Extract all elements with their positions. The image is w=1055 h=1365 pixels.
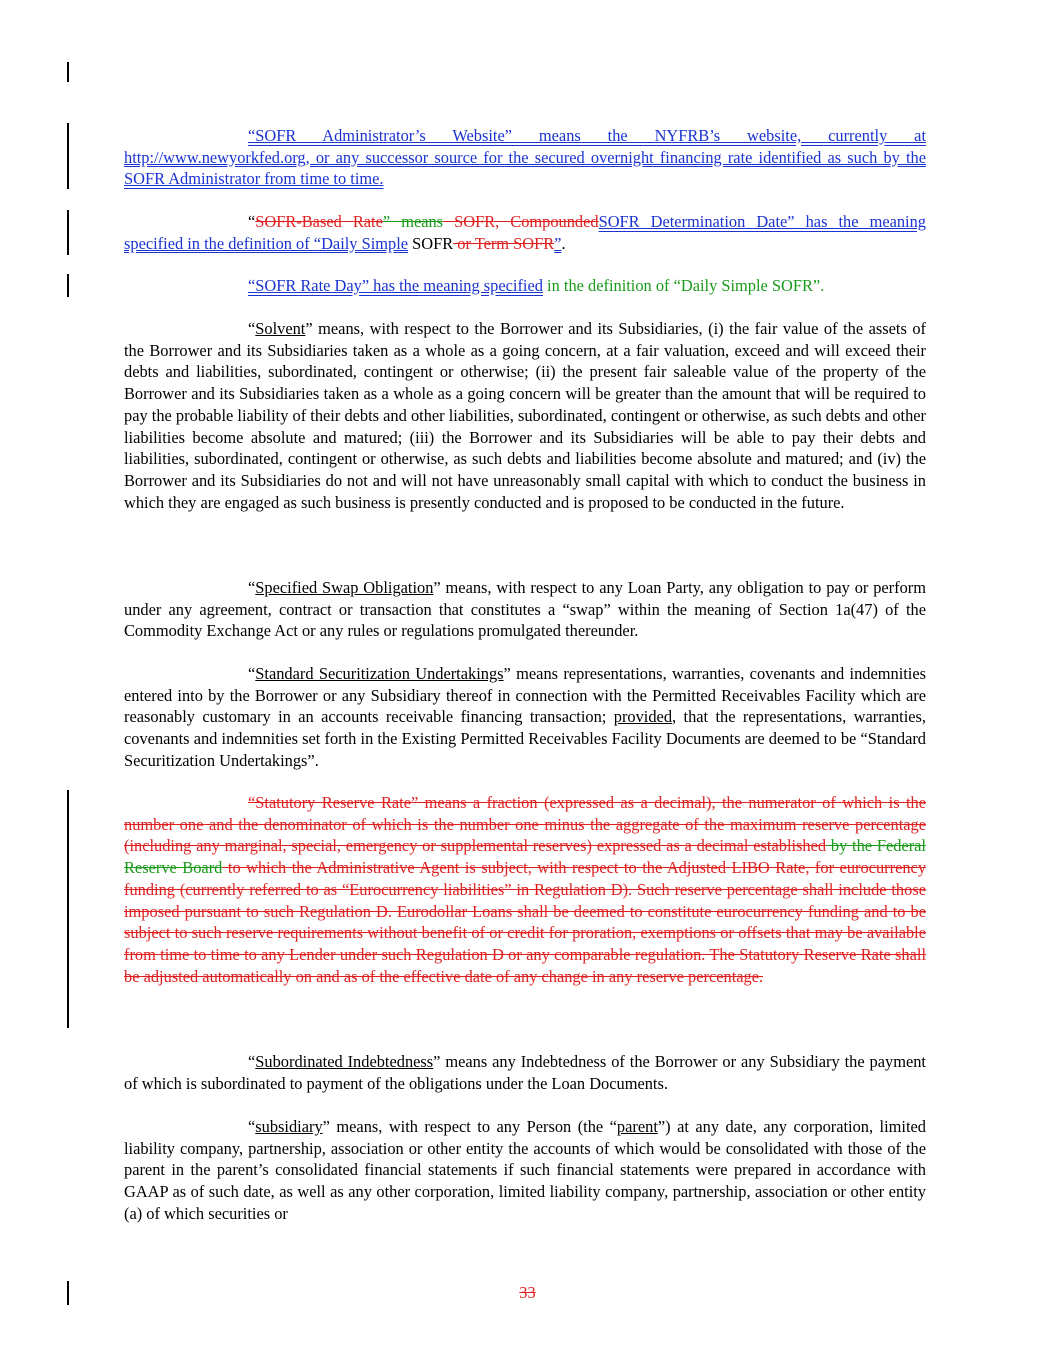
defined-term: subsidiary: [255, 1117, 323, 1136]
definition-text: ”) at any date, any corporation, limited liability company, partnership, association or other entity the accounts of which would be consolidated with those of the parent in the parent’s consolidated financial statements if such financial statements were prepared in accordance with GAAP as of such date, as well as any other corporation, limited liability company, partnership, association or other entity (a) of which securities or: [124, 1117, 926, 1223]
deleted-text: SOFR, Compounded: [443, 212, 599, 231]
definition-subsidiary: [124, 1116, 926, 1225]
definition-solvent: [124, 318, 926, 513]
inserted-text: “SOFR Administrator’s Website” means the NYFRB’s website, currently at http://www.newyorkfed.org, or any successor source for the secured overnight financing rate identified as such by the SOFR Administrator from time to time.: [124, 126, 926, 189]
change-bar: [67, 123, 69, 189]
moved-deleted-text: ” means: [382, 212, 444, 231]
definition-text: ” means any Indebtedness of the Borrower or any Subsidiary the payment of which is subordinated to payment of the obligations under the Loan Documents.: [124, 1052, 926, 1093]
proviso-term: provided: [613, 707, 673, 727]
change-bar: [67, 62, 69, 82]
quote-mark: “: [248, 212, 256, 231]
deleted-text: SOFR-Based Rate: [255, 212, 383, 231]
deleted-text: to which the Administrative Agent is subject,: [222, 858, 532, 878]
definition-text: ” means, with respect to any Person (the “: [322, 1117, 617, 1136]
deleted-text: with respect to the Adjusted LIBO Rate, for eurocurrency funding (currently referred to as “Eurocurrency liabilities” in Regulation D).: [124, 858, 927, 899]
definition-text: , that the representations, warranties, covenants and indemnities set forth in the Existing Permitted Receivables Facility Documents are deemed to be “Standard Securitization Undertakings”.: [124, 707, 926, 770]
inserted-text: “SOFR Rate Day” has the meaning specified: [248, 276, 543, 295]
page-number: 33: [519, 1283, 536, 1302]
definition-sofr-administrators-website: [124, 125, 926, 190]
deleted-text: or Term SOFR: [453, 233, 555, 253]
defined-term: Specified Swap Obligation: [255, 578, 434, 597]
quote-mark: “: [248, 319, 256, 338]
definition-text: ” means representations, warranties, covenants and indemnities entered into by the Borrower or any Subsidiary thereof in connection with the Permitted Receivables Facility which are reasonably customary in an accounts receivable financing transaction;: [124, 664, 927, 727]
plain-text: .: [561, 233, 566, 253]
deleted-text: Such reserve percentage shall include those imposed pursuant to such Regulation D. Eurodollar Loans shall be deemed to constitute eurocurrency funding and to be subject to such reserve requirements without benefit of or credit for proration, exemptions or offsets that may be available from time to time to any Lender under such Regulation D or any comparable regulation. The Statutory Reserve Rate shall be adjusted automatically on and as of the effective date of any change in any reserve percentage.: [124, 879, 926, 986]
quote-mark: “: [248, 1117, 256, 1136]
plain-text: SOFR: [408, 233, 454, 253]
defined-term: Standard Securitization Undertakings: [255, 664, 504, 683]
definition-specified-swap-obligation: [124, 577, 926, 642]
definition-text: ” means, with respect to the Borrower and its Subsidiaries, (i) the fair value of the assets of the Borrower and its Subsidiaries taken as a whole as a going concern, at a fair valuation, exceed and will exceed their debts and liabilities, subordinated, contingent or otherwise; (ii) the present fair saleable value of the property of the Borrower and its Subsidiaries taken as a whole as a going concern will be greater than the amount that will be required to pay the probable liability of their debts and other liabilities, subordinated, contingent or otherwise, as such debts and other liabilities become absolute and matured; (iii) the Borrower and its Subsidiaries will be able to pay their debts and liabilities, subordinated, contingent or otherwise, as such debts and liabilities become absolute and matured; and (iv) the Borrower and its Subsidiaries do not and will not have unreasonably small capital with which to conduct the business in which they are engaged as such business is presently conducted and is proposed to be conducted in the future.: [124, 319, 926, 512]
moved-text: in the definition of “Daily Simple SOFR”.: [542, 276, 825, 295]
defined-term: Subordinated Indebtedness: [255, 1052, 434, 1071]
change-bar: [67, 210, 69, 255]
definition-standard-securitization-undertakings: [124, 663, 926, 772]
definition-text: ” means, with respect to any Loan Party, any obligation to pay or perform under any agreement, contract or transaction that constitutes a “swap” within the meaning of Section 1a(47) of the Commodity Exchange Act or any rules or regulations promulgated thereunder.: [124, 578, 927, 641]
definition-subordinated-indebtedness: [124, 1051, 926, 1094]
definition-sofr-determination-date: [124, 211, 926, 254]
change-bar: [67, 790, 69, 1028]
quote-mark: “: [248, 578, 256, 597]
inserted-text: ”: [554, 233, 562, 253]
definition-statutory-reserve-rate-deleted: [124, 792, 926, 987]
defined-term: parent: [616, 1117, 658, 1136]
moved-deleted-text: by the Federal Reserve Board: [124, 836, 926, 878]
deleted-text: “Statutory Reserve Rate” means a fraction (expressed as a decimal), the numerator of which is the number one and the denominator of which is the number one minus the aggregate of the maximum reserve percentage (including any marginal, special, emergency or supplemental reserves) expressed as a decimal established: [124, 793, 926, 856]
defined-term: Solvent: [255, 319, 306, 338]
quote-mark: “: [248, 664, 256, 683]
quote-mark: “: [248, 1052, 256, 1071]
inserted-text: SOFR Determination Date” has the meaning specified in the definition of “Daily Simple: [124, 212, 927, 253]
definition-sofr-rate-day: [124, 275, 926, 297]
change-bar: [67, 274, 69, 297]
